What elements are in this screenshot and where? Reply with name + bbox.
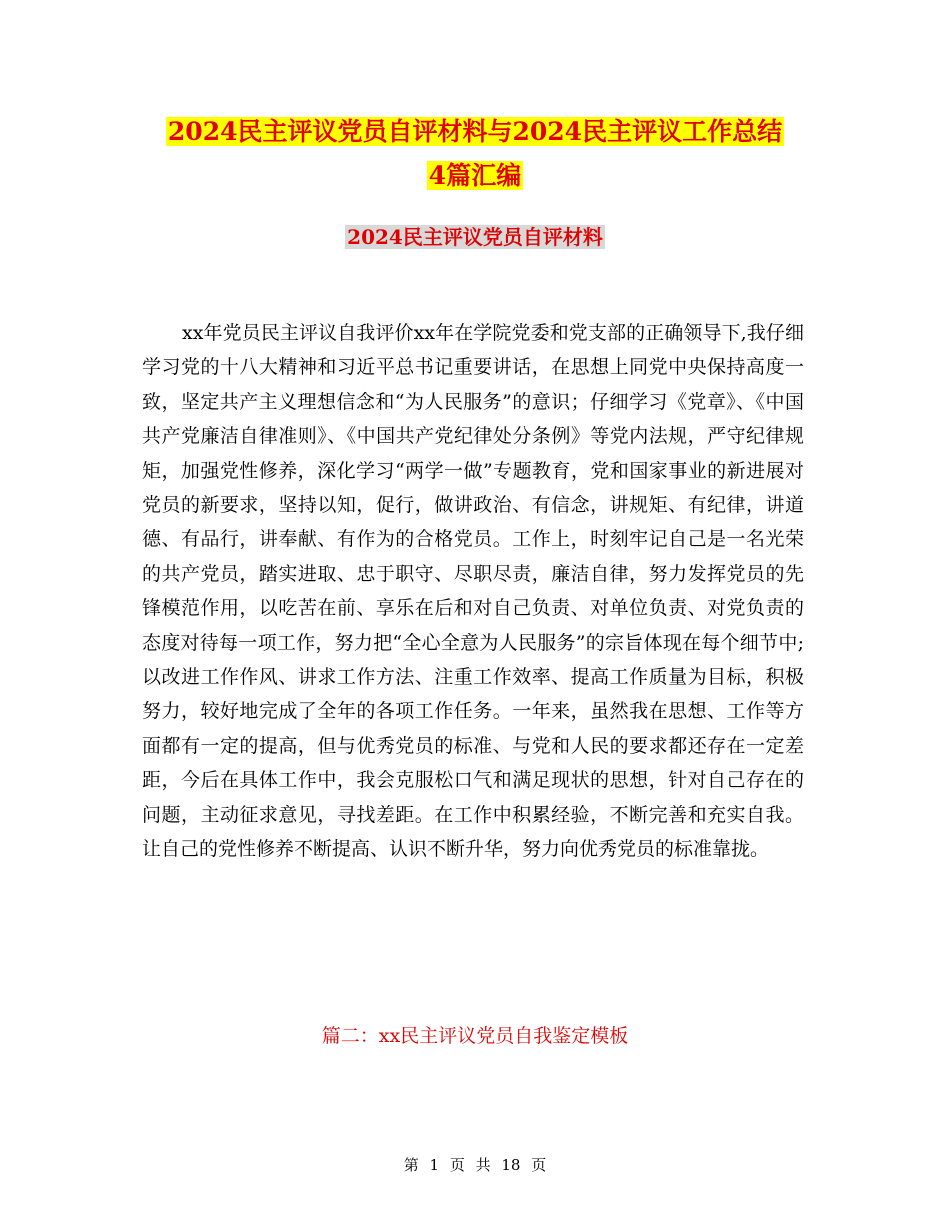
body-paragraph: xx年党员民主评议自我评价xx年在学院党委和党支部的正确领导下,我仔细学习党的十八大精神和习近平总书记重要讲话，在思想上同党中央保持高度一致，坚定共产主义理想信念和“为人民服务”的意识；仔细学习《党章》、《中国共产党廉洁自律准则》、《中国共产党纪律处分条例》等党内法规，严守纪律规矩，加强党性修养，深化学习“两学一做”专题教育，党和国家事业的新进展对党员的新要求，坚持以知，促行，做讲政治、有信念，讲规矩、有纪律，讲道德、有品行，讲奉献、有作为的合格党员。工作上，时刻牢记自己是一名光荣的共产党员，踏实进取、忠于职守、尽职尽责，廉洁自律，努力发挥党员的先锋模范作用，以吃苦在前、享乐在后和对自己负责、对单位负责、对党负责的态度对待每一项工作，努力把“全心全意为人民服务”的宗旨体现在每个细节中;以改进工作作风、讲求工作方法、注重工作效率、提高工作质量为目标，积极努力，较好地完成了全年的各项工作任务。一年来，虽然我在思想、工作等方面都有一定的提高，但与优秀党员的标准、与党和人民的要求都还存在一定差距，今后在具体工作中，我会克服松口气和满足现状的思想，针对自己存在的问题，主动征求意见，寻找差距。在工作中积累经验，不断完善和充实自我。让自己的党性修养不断提高、认识不断升华，努力向优秀党员的标准靠拢。 (142, 322, 804, 861)
page-footer: 第 1 页 共 18 页 (403, 1156, 547, 1174)
document-title-text-1: 2024民主评议党员自评材料与2024民主评议工作总结 (167, 117, 783, 146)
section-title-text: 2024民主评议党员自评材料 (347, 225, 603, 249)
document-title-line-1 (0, 114, 950, 150)
document-title-line-2 (0, 158, 950, 194)
document-title-text-2: 4篇汇编 (428, 161, 522, 190)
section-title (0, 222, 950, 252)
subheading-part-two: 篇二：xx民主评议党员自我鉴定模板 (321, 1025, 629, 1047)
